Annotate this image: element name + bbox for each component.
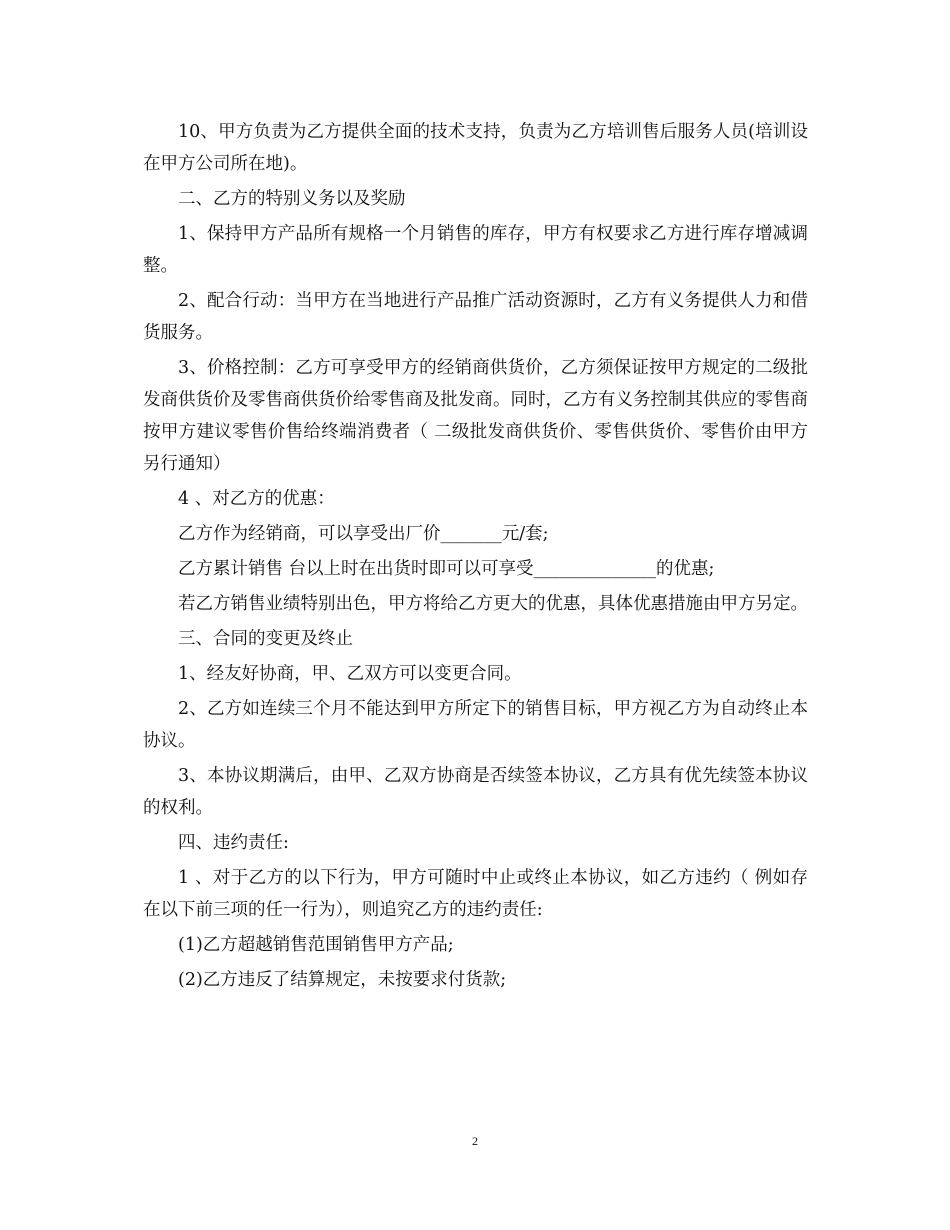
paragraph-renewal: 3、本协议期满后，由甲、乙双方协商是否续签本协议，乙方具有优先续签本协议的权利。 bbox=[143, 766, 808, 818]
page-number: 2 bbox=[472, 1134, 478, 1148]
document-body bbox=[143, 116, 808, 996]
section-heading-2: 二、乙方的特别义务以及奖励 bbox=[178, 189, 406, 209]
paragraph-breach: 1 、对于乙方的以下行为，甲方可随时中止或终止本协议，如乙方违约（ 例如存在以下前三项的任一行为），则追究乙方的违约责任: bbox=[143, 868, 808, 920]
paragraph-inventory: 1、保持甲方产品所有规格一个月销售的库存，甲方有权要求乙方进行库存增减调整。 bbox=[143, 224, 808, 276]
paragraph-discount-heading: 4 、对乙方的优惠： bbox=[178, 489, 335, 509]
paragraph-factory-price: 乙方作为经销商，可以享受出厂价_______元/套; bbox=[178, 524, 549, 544]
paragraph-cumulative-sales: 乙方累计销售 台以上时在出货时即可以可享受______________的优惠; bbox=[178, 559, 715, 579]
paragraph-extra-discount: 若乙方销售业绩特别出色，甲方将给乙方更大的优惠，具体优惠措施由甲方另定。 bbox=[178, 594, 808, 614]
section-heading-4: 四、违约责任: bbox=[178, 833, 289, 853]
list-item-breach-2: (2)乙方违反了结算规定，未按要求付货款; bbox=[178, 970, 507, 990]
paragraph-price-control: 3、价格控制：乙方可享受甲方的经销商供货价，乙方须保证按甲方规定的二级批发商供货价及零售商供货价给零售商及批发商。同时，乙方有义务控制其供应的零售商按甲方建议零售价售给终端消费者（ 二级批发商供货价、零售供货价、零售价由甲方另行通知） bbox=[143, 358, 808, 474]
list-item-breach-1: (1)乙方超越销售范围销售甲方产品; bbox=[178, 935, 454, 955]
paragraph-clause-10: 10、甲方负责为乙方提供全面的技术支持，负责为乙方培训售后服务人员(培训设在甲方公司所在地)。 bbox=[143, 122, 808, 174]
paragraph-cooperation: 2、配合行动：当甲方在当地进行产品推广活动资源时，乙方有义务提供人力和借货服务。 bbox=[143, 291, 808, 343]
paragraph-auto-terminate: 2、乙方如连续三个月不能达到甲方所定下的销售目标，甲方视乙方为自动终止本协议。 bbox=[143, 699, 808, 751]
section-heading-3: 三、合同的变更及终止 bbox=[178, 629, 353, 649]
paragraph-change-contract: 1、经友好协商，甲、乙双方可以变更合同。 bbox=[178, 664, 522, 684]
